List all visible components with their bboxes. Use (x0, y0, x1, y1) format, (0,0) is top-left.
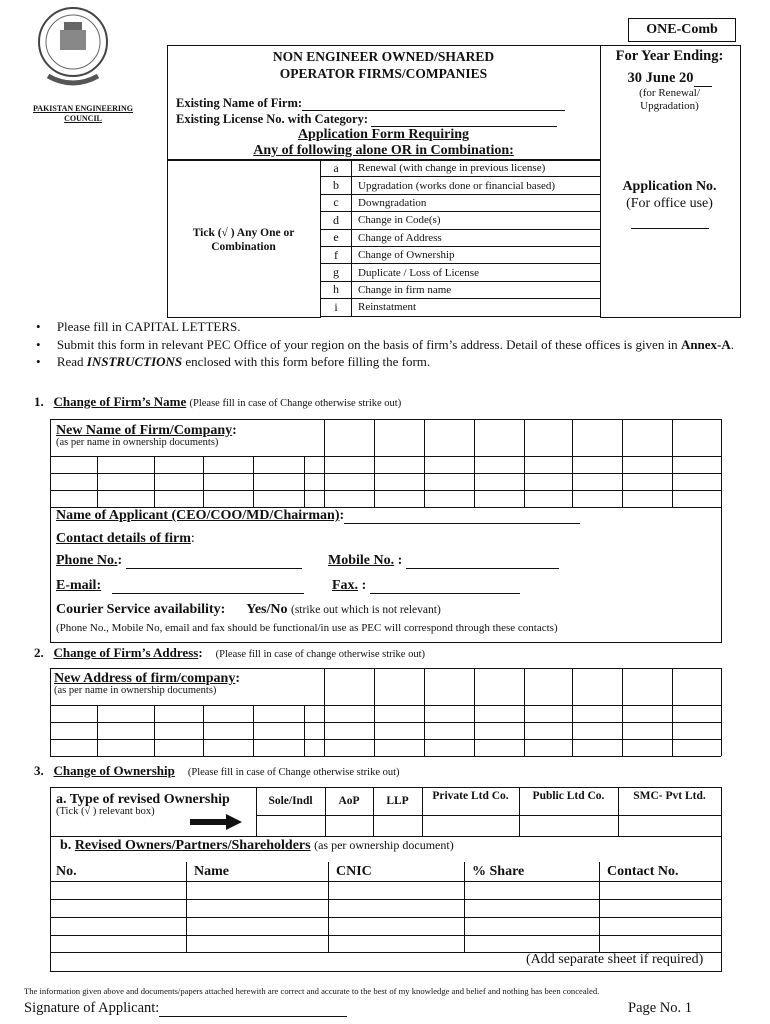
existing-license-field[interactable] (371, 114, 557, 127)
phone-row: Phone No.: (56, 553, 302, 569)
signature-row: Signature of Applicant: (24, 1000, 347, 1017)
year-suffix-field[interactable] (694, 74, 712, 87)
ownership-type-option: SMC- Pvt Ltd. (633, 790, 706, 802)
ownership-type-option: Public Ltd Co. (532, 790, 605, 802)
option-letter[interactable]: a (321, 160, 352, 177)
courier-row: Courier Service availability: Yes/No (strike out which is not relevant) (56, 602, 441, 617)
option-text: Duplicate / Loss of License (352, 264, 602, 281)
ownership-type-checkbox[interactable] (325, 815, 373, 836)
contact-heading: Contact details of firm: (56, 531, 195, 546)
ownership-type-option: Private Ltd Co. (432, 790, 509, 802)
owner-row[interactable] (50, 917, 721, 935)
bullet-1: • Please fill in CAPITAL LETTERS. (36, 319, 241, 334)
owners-column-header: CNIC (336, 864, 372, 879)
option-row[interactable] (321, 299, 602, 316)
section-3-heading: 3. Change of Ownership (Please fill in case of Change otherwise strike out) (34, 763, 400, 778)
option-text: Renewal (with change in previous license) (352, 160, 602, 177)
option-row[interactable] (321, 160, 602, 177)
email-field[interactable] (112, 581, 304, 594)
ownership-type-checkbox[interactable] (422, 815, 519, 836)
owners-column-header: % Share (472, 864, 525, 879)
add-sheet-note: (Add separate sheet if required) (526, 952, 704, 967)
tick-label: Tick (√ ) Any One or Combination (192, 227, 295, 253)
owners-column-header: Contact No. (607, 864, 679, 879)
option-text: Reinstatment (352, 299, 602, 316)
ownership-type-checkbox[interactable] (373, 815, 422, 836)
ownership-type-label: a. Type of revised Ownership (Tick (√ ) relevant box) (56, 792, 230, 817)
option-text: Downgradation (352, 194, 602, 211)
option-text: Change of Ownership (352, 246, 602, 263)
pec-logo (34, 2, 112, 92)
application-no-field[interactable] (631, 224, 709, 229)
application-no: Application No. (For office use) (600, 178, 739, 229)
ownership-type-checkbox[interactable] (256, 815, 325, 836)
section-1-heading: 1. Change of Firm’s Name (Please fill in case of Change otherwise strike out) (34, 394, 402, 409)
option-letter[interactable]: d (321, 212, 352, 229)
fax-field[interactable] (370, 581, 520, 594)
existing-license-row: Existing License No. with Category: (176, 112, 557, 127)
option-letter[interactable]: i (321, 299, 352, 316)
new-address-label: New Address of firm/company: (as per name in ownership documents) (54, 671, 241, 696)
owners-column-header: Name (194, 864, 229, 879)
option-text: Upgradation (works done or financial based) (352, 177, 602, 194)
option-letter[interactable]: f (321, 246, 352, 263)
email-row: E-mail: (56, 578, 304, 594)
ownership-type-option: Sole/Indl (268, 795, 313, 807)
option-row[interactable] (321, 246, 602, 263)
option-row[interactable] (321, 212, 602, 229)
form-code-box: ONE-Comb (628, 18, 736, 42)
owners-column-header: No. (56, 864, 77, 879)
fax-row: Fax. : (332, 578, 520, 594)
options-table (320, 159, 601, 317)
app-form-heading: Application Form Requiring Any of following alone OR in Combination: (253, 127, 514, 158)
bullet-3: • Read INSTRUCTIONS enclosed with this form before filling the form. (36, 354, 431, 369)
option-text: Change in firm name (352, 281, 602, 298)
option-row[interactable] (321, 281, 602, 298)
section-2-heading: 2. Change of Firm’s Address: (Please fill in case of change otherwise strike out) (34, 645, 425, 660)
option-letter[interactable]: e (321, 229, 352, 246)
ownership-type-checkbox[interactable] (618, 815, 721, 836)
option-row[interactable] (321, 177, 602, 194)
instructions-list (36, 318, 736, 371)
new-name-grid[interactable] (50, 419, 721, 507)
form-title: NON ENGINEER OWNED/SHARED OPERATOR FIRMS/COMPANIES (272, 49, 495, 81)
mobile-row: Mobile No. : (328, 553, 559, 569)
owner-row[interactable] (50, 881, 721, 899)
ownership-type-grid (256, 787, 721, 836)
option-letter[interactable]: g (321, 264, 352, 281)
year-note: (for Renewal/ Upgradation) (639, 87, 700, 112)
existing-name-row: Existing Name of Firm: (176, 96, 565, 111)
option-text: Change in Code(s) (352, 212, 602, 229)
owner-row[interactable] (50, 935, 721, 952)
option-letter[interactable]: b (321, 177, 352, 194)
option-text: Change of Address (352, 229, 602, 246)
mobile-field[interactable] (406, 556, 559, 569)
option-row[interactable] (321, 194, 602, 211)
option-row[interactable] (321, 229, 602, 246)
signature-field[interactable] (159, 1004, 347, 1017)
option-letter[interactable]: h (321, 281, 352, 298)
owner-row[interactable] (50, 899, 721, 917)
owners-heading: b. Revised Owners/Partners/Shareholders (as per ownership document) (60, 838, 454, 853)
page-number: Page No. 1 (628, 1000, 693, 1016)
ownership-type-option: AoP (338, 795, 360, 807)
ownership-type-checkbox[interactable] (519, 815, 618, 836)
ownership-type-option: LLP (386, 795, 409, 807)
option-row[interactable] (321, 264, 602, 281)
existing-name-field[interactable] (302, 98, 565, 111)
contact-note: (Phone No., Mobile No, email and fax should be functional/in use as PEC will correspond through these contacts) (56, 622, 558, 634)
new-address-grid[interactable] (50, 668, 721, 756)
new-name-label: New Name of Firm/Company: (as per name in ownership documents) (56, 423, 237, 448)
declaration: The information given above and documents/papers attached herewith are correct and accurate to the best of my knowledge and belief and nothing has been concealed. (24, 986, 600, 996)
applicant-row: Name of Applicant (CEO/COO/MD/Chairman): (56, 508, 580, 524)
council-name: PAKISTAN ENGINEERING COUNCIL (33, 104, 133, 123)
bullet-2: • Submit this form in relevant PEC Office of your region on the basis of firm’s address. Detail of these offices is given in Annex-A. (36, 336, 735, 352)
option-letter[interactable]: c (321, 194, 352, 211)
phone-field[interactable] (126, 556, 302, 569)
applicant-field[interactable] (344, 511, 580, 524)
year-label: For Year Ending: (615, 48, 724, 64)
arrow-right-icon (190, 814, 242, 835)
year-value: 30 June 20 (600, 70, 739, 87)
courier-yes-no[interactable]: Yes/No (246, 602, 288, 617)
